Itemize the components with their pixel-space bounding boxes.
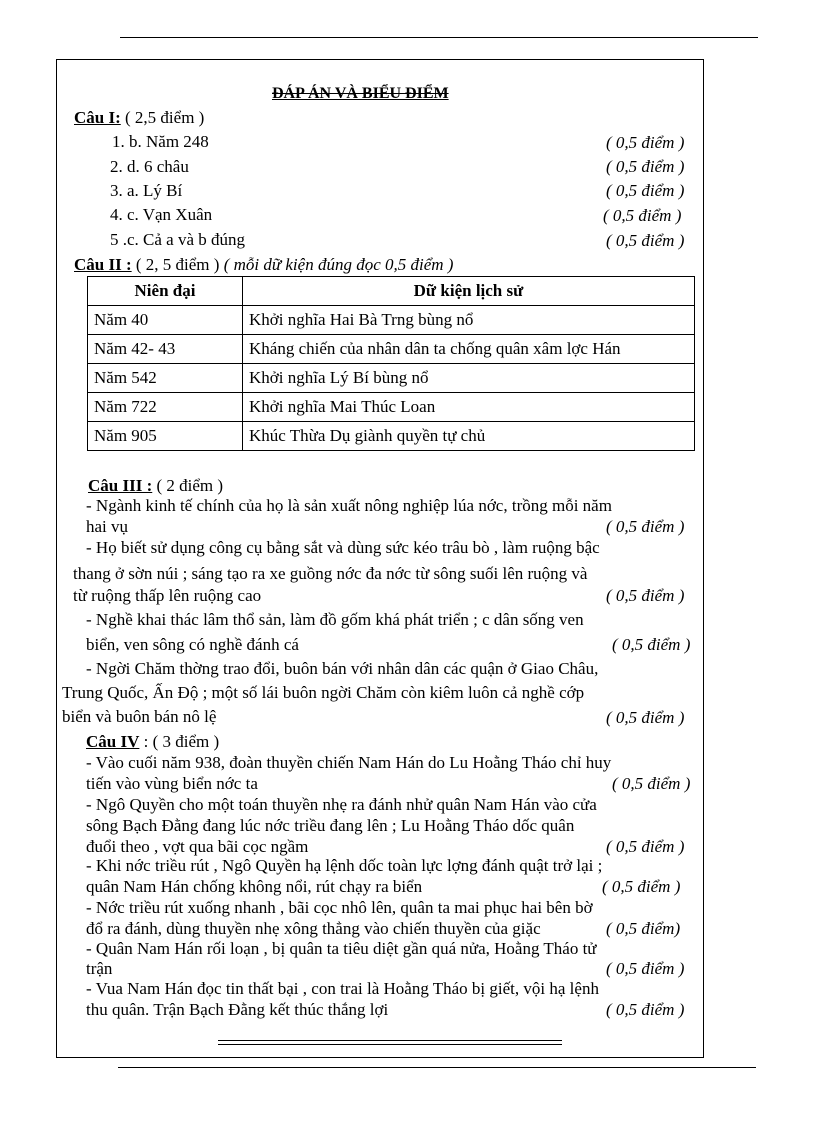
answer-item: 3. a. Lý Bí xyxy=(110,181,183,200)
text-line: trận xyxy=(86,959,113,978)
table-row xyxy=(88,306,695,335)
table-row xyxy=(88,393,695,422)
section-2-heading: Câu II : xyxy=(74,255,132,274)
text-line: thu quân. Trận Bạch Đằng kết thúc thắng lợi xyxy=(86,1000,389,1019)
text-line: từ ruộng thấp lên ruộng cao xyxy=(73,586,262,605)
table-cell: Năm 905 xyxy=(88,422,243,451)
section-4-heading: Câu IV xyxy=(86,732,140,751)
history-table xyxy=(87,276,695,451)
text-line: quân Nam Hán chống không nổi, rút chạy ra biển xyxy=(86,877,423,896)
section-2-header xyxy=(74,256,453,273)
answer-item: 4. c. Vạn Xuân xyxy=(110,205,213,224)
table-cell: Khởi nghĩa Mai Thúc Loan xyxy=(243,393,695,422)
column-header: Dữ kiện lịch sử xyxy=(243,277,695,306)
text-line: tiến vào vùng biển nớc ta xyxy=(86,774,258,793)
section-4-header xyxy=(86,733,219,750)
text-line: đuổi theo , vợt qua bãi cọc ngầm xyxy=(86,837,309,856)
table-cell: Năm 722 xyxy=(88,393,243,422)
table-row xyxy=(88,422,695,451)
answer-score: ( 0,5 điểm ) xyxy=(606,157,685,176)
table-cell: Khởi nghĩa Hai Bà Trng bùng nổ xyxy=(243,306,695,335)
section-1-header xyxy=(74,109,204,126)
answer-score: ( 0,5 điểm ) xyxy=(606,133,685,152)
table-cell: Khúc Thừa Dụ giành quyền tự chủ xyxy=(243,422,695,451)
section-1-heading: Câu I: xyxy=(74,108,121,127)
table-header-row xyxy=(88,277,695,306)
page-title: ĐÁP ÁN VÀ BIỂU ĐIỂM xyxy=(272,85,449,102)
answer-score: ( 0,5 điểm ) xyxy=(606,231,685,250)
text-line: - Vào cuối năm 938, đoàn thuyền chiến Nam Hán do Lu Hoằng Tháo chỉ huy xyxy=(86,753,612,772)
section-1-points: ( 2,5 điểm ) xyxy=(125,108,205,127)
answer-item: 2. d. 6 châu xyxy=(110,157,189,176)
answer-score: ( 0,5 điểm ) xyxy=(606,181,685,200)
answer-score: ( 0,5 điểm ) xyxy=(603,206,682,225)
text-line: - Nghề khai thác lâm thổ sản, làm đồ gốm khá phát triển ; c dân sống ven xyxy=(86,610,584,629)
section-2-note: ( mỗi dữ kiện đúng đọc 0,5 điểm ) xyxy=(223,255,454,274)
table-cell: Năm 542 xyxy=(88,364,243,393)
answer-score: ( 0,5 điểm ) xyxy=(606,959,685,978)
answer-score: ( 0,5 điểm) xyxy=(606,919,681,938)
section-3-heading: Câu III : xyxy=(88,476,153,495)
answer-score: ( 0,5 điểm ) xyxy=(606,586,685,605)
top-rule xyxy=(120,37,758,38)
text-line: biển và buôn bán nô lệ xyxy=(62,707,217,726)
text-line: - Khi nớc triều rút , Ngô Quyền hạ lệnh dốc toàn lực lợng đánh quật trở lại ; xyxy=(86,856,603,875)
text-line: - Họ biết sử dụng công cụ bằng sắt và dùng sức kéo trâu bò , làm ruộng bậc xyxy=(86,538,600,557)
section-4-points: : ( 3 điểm ) xyxy=(143,732,220,751)
bottom-rule xyxy=(118,1067,756,1068)
double-rule-divider xyxy=(218,1040,562,1045)
text-line: đổ ra đánh, dùng thuyền nhẹ xông thẳng vào chiến thuyền của giặc xyxy=(86,919,541,938)
text-line: thang ở sờn núi ; sáng tạo ra xe guồng nớc đa nớc từ sông suối lên ruộng và xyxy=(73,564,588,583)
answer-item: 5 .c. Cả a và b đúng xyxy=(110,230,246,249)
text-line: - Ngô Quyền cho một toán thuyền nhẹ ra đánh nhử quân Nam Hán vào cửa xyxy=(86,795,597,814)
text-line: - Quân Nam Hán rối loạn , bị quân ta tiêu diệt gần quá nửa, Hoằng Tháo tử xyxy=(86,939,597,958)
answer-score: ( 0,5 điểm ) xyxy=(606,837,685,856)
table-cell: Kháng chiến của nhân dân ta chống quân xâm lợc Hán xyxy=(243,335,695,364)
text-line: Trung Quốc, Ấn Độ ; một số lái buôn ngời Chăm còn kiêm luôn cả nghề cớp xyxy=(62,683,585,702)
section-2-points: ( 2, 5 điểm ) xyxy=(135,255,220,274)
section-3-points: ( 2 điểm ) xyxy=(156,476,224,495)
text-line: hai vụ xyxy=(86,517,129,536)
answer-item: 1. b. Năm 248 xyxy=(112,132,209,151)
answer-score: ( 0,5 điểm ) xyxy=(602,877,681,896)
answer-score: ( 0,5 điểm ) xyxy=(612,635,691,654)
table-cell: Năm 40 xyxy=(88,306,243,335)
table-cell: Khởi nghĩa Lý Bí bùng nổ xyxy=(243,364,695,393)
text-line: - Ngời Chăm thờng trao đổi, buôn bán với nhân dân các quận ở Giao Châu, xyxy=(86,659,599,678)
answer-score: ( 0,5 điểm ) xyxy=(606,1000,685,1019)
answer-score: ( 0,5 điểm ) xyxy=(606,517,685,536)
text-line: - Vua Nam Hán đọc tin thất bại , con trai là Hoằng Tháo bị giết, vội hạ lệnh xyxy=(86,979,599,998)
answer-score: ( 0,5 điểm ) xyxy=(606,708,685,727)
table-row xyxy=(88,335,695,364)
section-3-header xyxy=(88,477,223,494)
text-line: sông Bạch Đằng đang lúc nớc triều đang lên ; Lu Hoằng Tháo dốc quân xyxy=(86,816,575,835)
answer-score: ( 0,5 điểm ) xyxy=(612,774,691,793)
text-line: biển, ven sông có nghề đánh cá xyxy=(86,635,299,654)
table-cell: Năm 42- 43 xyxy=(88,335,243,364)
text-line: - Ngành kinh tế chính của họ là sản xuất nông nghiệp lúa nớc, trồng mỗi năm xyxy=(86,496,612,515)
column-header: Niên đại xyxy=(88,277,243,306)
table-row xyxy=(88,364,695,393)
text-line: - Nớc triều rút xuống nhanh , bãi cọc nhô lên, quân ta mai phục hai bên bờ xyxy=(86,898,593,917)
